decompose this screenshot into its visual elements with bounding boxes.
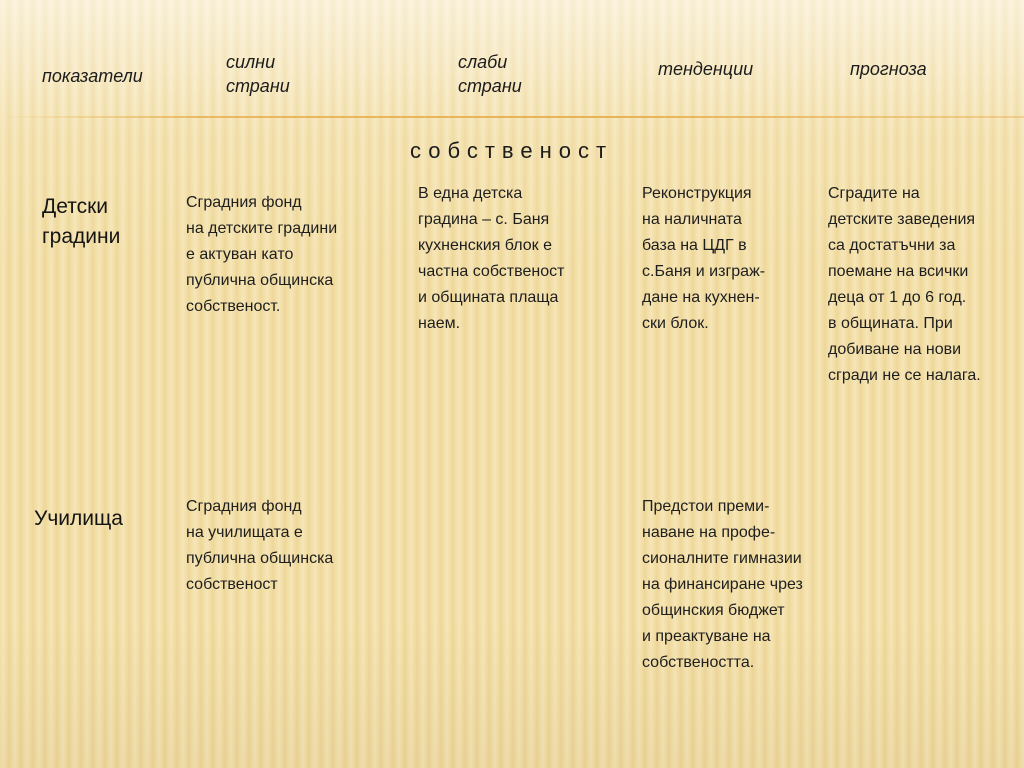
cell-line: на наличната: [642, 211, 742, 228]
row-label-kindergartens: [42, 192, 120, 252]
header-strengths-line: страни: [226, 76, 290, 96]
cell-line: и общината плаща: [418, 289, 559, 306]
cell-kindergartens-weaknesses: [418, 181, 564, 337]
row-label-schools: [34, 504, 123, 534]
header-indicators: показатели: [42, 66, 143, 86]
section-title: собственост: [410, 138, 614, 163]
cell-line: база на ЦДГ в: [642, 237, 747, 254]
header-weaknesses: [458, 50, 522, 98]
cell-line: Сградния фонд: [186, 194, 302, 211]
cell-line: с.Баня и изграж-: [642, 263, 766, 280]
cell-line: на финансиране чрез: [642, 576, 803, 593]
cell-schools-strengths: [186, 494, 333, 598]
cell-line: собственост.: [186, 298, 281, 315]
cell-line: детските заведения: [828, 211, 976, 228]
header-weaknesses-line: слаби: [458, 52, 508, 72]
cell-line: Сградите на: [828, 185, 920, 202]
cell-line: собственост: [186, 576, 278, 593]
cell-line: Реконструкция: [642, 185, 752, 202]
cell-kindergartens-forecast: [828, 181, 981, 389]
cell-schools-trends: [642, 494, 803, 676]
cell-line: наем.: [418, 315, 461, 332]
cell-line: сгради не се налага.: [828, 367, 981, 384]
cell-line: деца от 1 до 6 год.: [828, 289, 967, 306]
row-label-line: Детски: [42, 195, 109, 218]
cell-line: в общината. При: [828, 315, 953, 332]
cell-line: частна собственост: [418, 263, 565, 280]
cell-line: В една детска: [418, 185, 523, 202]
row-label-line: Училища: [34, 507, 123, 530]
cell-line: публична общинска: [186, 550, 334, 567]
header-trends: тенденции: [658, 59, 754, 79]
cell-line: добиване на нови: [828, 341, 962, 358]
cell-line: е актуван като: [186, 246, 294, 263]
cell-line: собствеността.: [642, 654, 755, 671]
cell-line: общинския бюджет: [642, 602, 785, 619]
cell-line: и преактуване на: [642, 628, 771, 645]
header-strengths: [226, 50, 290, 98]
cell-line: наване на профе-: [642, 524, 776, 541]
cell-kindergartens-strengths: [186, 190, 337, 320]
cell-line: на детските градини: [186, 220, 338, 237]
header-weaknesses-line: страни: [458, 76, 522, 96]
cell-kindergartens-trends: [642, 181, 765, 337]
cell-line: Сградния фонд: [186, 498, 302, 515]
header-strengths-line: силни: [226, 52, 276, 72]
header-divider: [0, 116, 1024, 118]
cell-line: градина – с. Баня: [418, 211, 550, 228]
header-forecast: прогноза: [850, 59, 927, 79]
cell-line: на училищата е: [186, 524, 303, 541]
cell-line: сионалните гимназии: [642, 550, 802, 567]
cell-line: поемане на всички: [828, 263, 969, 280]
cell-line: ски блок.: [642, 315, 709, 332]
cell-line: са достатъчни за: [828, 237, 956, 254]
row-label-line: градини: [42, 225, 121, 248]
cell-line: дане на кухнен-: [642, 289, 760, 306]
cell-line: публична общинска: [186, 272, 334, 289]
cell-line: кухненския блок е: [418, 237, 552, 254]
cell-line: Предстои преми-: [642, 498, 770, 515]
